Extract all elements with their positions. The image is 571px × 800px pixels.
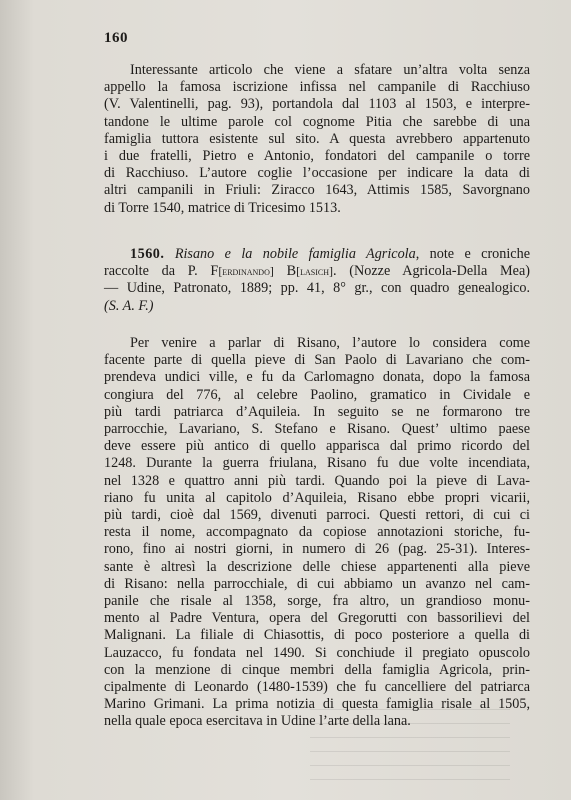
paragraph-article-review	[104, 62, 530, 217]
text-line: mento al Padre Ventura, opera del Gregorutti con bassorilievi del	[104, 610, 530, 627]
text-line: facente parte di quella pieve di San Paolo di Lavariano che com-	[104, 352, 530, 369]
text-line: Per venire a parlar di Risano, l’autore lo considera come	[130, 335, 530, 351]
entry-number: 1560.	[130, 246, 165, 262]
text-line: Lauzacco, fu fondata nel 1490. Si conchiude il pregiato opuscolo	[104, 644, 530, 661]
entry-author-text: . (Nozze Agricola-Della Mea)	[332, 263, 530, 280]
text-line: parrocchie, Lavariano, S. Stefano e Risano. Quest’ ultimo paese	[104, 421, 530, 438]
text-line: congiura del 776, al celebre Paolino, gramatico in Cividale e	[104, 386, 530, 403]
text-line: più tardi, cioè dal 1569, divenuti parroci. Questi rettori, di cui ci	[104, 507, 530, 524]
entry-title-rest: , note e croniche	[415, 246, 530, 262]
bibliographic-entry	[104, 246, 530, 315]
text-line: rono, fino ai nostri giorni, in numero di 26 (pag. 25-31). Interes-	[104, 541, 530, 558]
text-line: nella quale epoca esercitava in Udine l’arte della lana.	[104, 713, 411, 730]
text-line: deve essere più antico di quello apparisca dal primo ricordo del	[104, 438, 530, 455]
text-line: Interessante articolo che viene a sfatare un’altra volta senza	[130, 62, 530, 78]
entry-author-text: raccolte da P. F	[104, 263, 219, 280]
text-line: Marino Grimani. La prima notizia di questa famiglia risale al 1505,	[104, 696, 530, 713]
entry-author-text: B	[273, 263, 297, 280]
page-number: 160	[104, 30, 128, 46]
text-line: prendeva undici ville, e fu da Carlomagno donata, dopo la famosa	[104, 369, 530, 386]
entry-signature: (S. A. F.)	[104, 297, 154, 314]
text-line: cipalmente di Leonardo (1480-1539) che fu cancelliere del patriarca	[104, 679, 530, 696]
entry-author-smallcaps: [lasich]	[296, 264, 333, 279]
text-line: (V. Valentinelli, pag. 93), portandola dal 1103 al 1503, e interpre-	[104, 96, 530, 113]
entry-author-smallcaps: [erdinando]	[218, 264, 274, 279]
paragraph-review-body	[104, 335, 530, 731]
text-line: con la menzione di cinque membri della famiglia Agricola, prin-	[104, 661, 530, 678]
text-line: panile che risale al 1358, sorge, fra altro, un grandioso monu-	[104, 593, 530, 610]
text-line: tandone le ultime parole col cognome Pitia che sarebbe di una	[104, 113, 530, 130]
entry-heading-line	[104, 246, 530, 263]
text-line: resta il nome, accompagnato da copiose annotazioni storiche, fu-	[104, 524, 530, 541]
text-line: di Torre 1540, matrice di Tricesimo 1513.	[104, 199, 341, 216]
text-line: altri campanili in Friuli: Ziracco 1643, Attimis 1585, Savorgnano	[104, 182, 530, 199]
text-line: Malignani. La filiale di Chiasottis, di poco posteriore a quella di	[104, 627, 530, 644]
text-line: i due fratelli, Pietro e Antonio, fondatori del campanile o torre	[104, 148, 530, 165]
entry-title: Risano e la nobile famiglia Agricola	[174, 246, 416, 262]
text-line: sante è altresì la descrizione delle chiese appartenenti alla pieve	[104, 558, 530, 575]
text-line: appello la famosa iscrizione infissa nel campanile di Racchiuso	[104, 79, 530, 96]
text-line: nel 1328 e quattro anni più tardi. Quando poi la pieve di Lava-	[104, 472, 530, 489]
text-line: 1248. Durante la guerra friulana, Risano fu due volte incendiata,	[104, 455, 530, 472]
show-through-texture	[310, 700, 510, 780]
entry-author-line	[104, 263, 530, 280]
text-line: riano fu unita al capitolo d’Aquileia, Risano ebbe propri vicarii,	[104, 489, 530, 506]
text-line: di Racchiuso. L’autore coglie l’occasione per indicare la data di	[104, 165, 530, 182]
text-line: di Risano: nella parrocchiale, di cui abbiamo un avanzo nel cam-	[104, 575, 530, 592]
text-line: più tardi patriarca d’Aquileia. In seguito se ne formarono tre	[104, 403, 530, 420]
entry-publication-line: — Udine, Patronato, 1889; pp. 41, 8° gr., con quadro genealogico.	[104, 280, 530, 297]
text-line: famiglia tuttora esistente sul sito. A questa avrebbero appartenuto	[104, 130, 530, 147]
